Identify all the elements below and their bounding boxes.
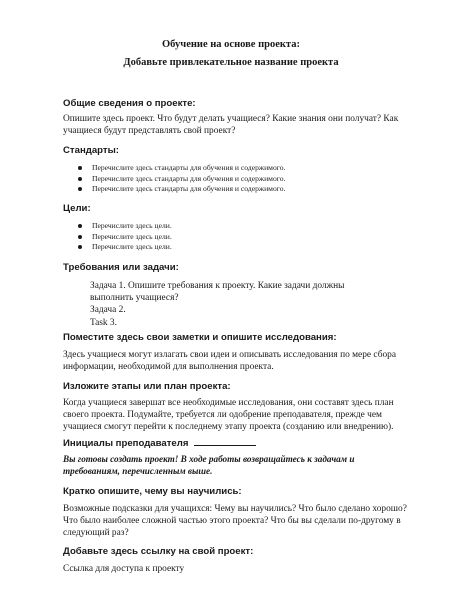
task-2: Задача 2.	[90, 305, 126, 316]
list-item	[78, 163, 285, 174]
document-title-line1: Обучение на основе проекта:	[162, 39, 300, 50]
notes-heading: Поместите здесь свои заметки и опишите исследования:	[63, 332, 337, 343]
list-item-text: Перечислите здесь стандарты для обучения и содержимого.	[92, 173, 286, 183]
link-heading: Добавьте здесь ссылку на свой проект:	[63, 546, 254, 557]
overview-text: Опишите здесь проект. Что будут делать учащиеся? Какие знания они получат? Как учащиеся будут представлять свой проект?	[63, 114, 399, 137]
list-item-text: Перечислите здесь цели.	[92, 242, 172, 251]
standards-list	[78, 163, 285, 195]
learned-heading: Кратко опишите, чему вы научились:	[63, 486, 242, 497]
plan-heading: Изложите этапы или план проекта:	[63, 381, 231, 392]
teacher-initials	[63, 436, 256, 450]
initials-blank-line[interactable]	[194, 436, 256, 446]
document-title-line2: Добавьте привлекательное название проекта	[123, 57, 339, 68]
task-1: Задача 1. Опишите требования к проекту. Какие задачи должны выполнить учащиеся?	[90, 281, 345, 304]
list-item	[78, 242, 172, 253]
requirements-tasks	[90, 280, 390, 329]
list-item-text: Перечислите здесь стандарты для обучения и содержимого.	[92, 184, 286, 193]
bullet-icon	[78, 187, 82, 191]
plan-text: Когда учащиеся завершат все необходимые исследования, они составят здесь план своего проекта. Подумайте, требуется ли одобрение преподавателя, прежде чем учащиеся смогут перейти к последнему этапу проекта (созданию или внедрению).	[63, 398, 394, 433]
list-item-text: Перечислите здесь цели.	[92, 231, 172, 241]
bullet-icon	[78, 224, 82, 228]
list-item	[78, 174, 285, 185]
bullet-icon	[78, 235, 82, 239]
list-item	[78, 184, 285, 195]
project-link[interactable]: Ссылка для доступа к проекту	[63, 564, 185, 574]
teacher-initials-label: Инициалы преподавателя	[63, 438, 189, 449]
goals-heading: Цели:	[63, 203, 91, 214]
bullet-icon	[78, 177, 82, 181]
list-item-text: Перечислите здесь цели.	[92, 221, 172, 230]
overview-heading: Общие сведения о проекте:	[63, 98, 196, 109]
requirements-heading: Требования или задачи:	[63, 262, 179, 273]
list-item-text: Перечислите здесь стандарты для обучения и содержимого.	[92, 163, 286, 172]
task-3: Task 3.	[90, 317, 117, 328]
list-item	[78, 221, 172, 232]
bullet-icon	[78, 166, 82, 170]
bullet-icon	[78, 245, 82, 249]
list-item	[78, 232, 172, 243]
notes-text: Здесь учащиеся могут излагать свои идеи и описывать исследования по мере сбора информации, необходимой для выполнения проекта.	[63, 350, 396, 373]
ready-note: Вы готовы создать проект! В ходе работы возвращайтесь к задачам и требованиям, перечисленным выше.	[63, 454, 355, 477]
learned-text: Возможные подсказки для учащихся: Чему вы научились? Что было сделано хорошо? Что было наиболее сложной частью этого проекта? Что бы вы сделали по-другому в следующий раз?	[63, 504, 407, 539]
standards-heading: Стандарты:	[63, 145, 120, 156]
goals-list	[78, 221, 172, 253]
